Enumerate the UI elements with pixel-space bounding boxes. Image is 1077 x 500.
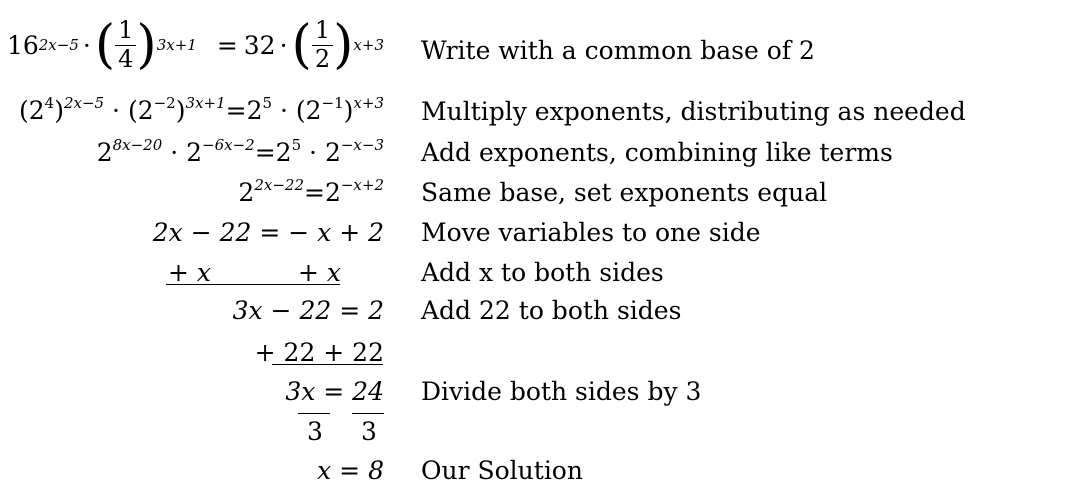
underline-row-6	[166, 284, 340, 285]
step-description: Move variables to one side	[421, 218, 761, 247]
step-description: Add exponents, combining like terms	[421, 138, 893, 167]
fraction-bar-left	[298, 413, 330, 414]
equation-row-8: + 22 + 22	[254, 338, 384, 367]
step-description: Add 22 to both sides	[421, 296, 682, 325]
left-paren: (	[94, 15, 116, 76]
right-paren: )	[333, 15, 354, 76]
equation-row-9: 3x = 24	[285, 377, 384, 406]
equation-row-7: 3x − 22 = 2	[232, 296, 384, 325]
equation-row-2: $(2^4)^{2x-5} \cdot (2^{-2})^{3x+1}=2^5 \cdot (2^{-1})^{x+3}$	[19, 94, 384, 125]
dot-operator: ·	[82, 30, 91, 60]
divisor-right: 3	[361, 417, 377, 446]
equation-row-5: 2x − 22 = − x + 2	[152, 218, 384, 247]
fraction-bar-right	[352, 413, 384, 414]
equation-row-11: x = 8	[317, 456, 384, 485]
fraction-one-fourth: $\frac{1}{4}$	[115, 17, 136, 73]
base-16: 16	[6, 30, 39, 60]
divisor-left: 3	[307, 417, 323, 446]
step-description: Divide both sides by 3	[421, 377, 702, 406]
base-32: 32	[243, 30, 276, 60]
step-description: Same base, set exponents equal	[421, 178, 828, 207]
step-description: Multiply exponents, distributing as needed	[421, 97, 966, 126]
step-description: Write with a common base of 2	[421, 36, 815, 65]
equals-sign: =	[216, 30, 238, 60]
step-description: Our Solution	[421, 456, 583, 485]
equation-row-1: 16 2x−5 · ( $\frac{1}{4}$ ) 3x+1 = 32 · ( $\frac{1}{2}$ ) x+3	[6, 15, 384, 76]
add-x-right: + x	[298, 258, 341, 287]
equation-row-4: $2^{2x-22}=2^{-x+2}$	[238, 176, 384, 207]
right-paren: )	[136, 15, 157, 76]
step-description: Add x to both sides	[421, 258, 664, 287]
equation-row-3: $2^{8x-20} \cdot 2^{-6x-2}=2^5 \cdot 2^{-x-3}$	[96, 136, 384, 167]
left-paren: (	[291, 15, 312, 76]
add-x-left: + x	[168, 258, 211, 287]
dot-operator: ·	[279, 30, 288, 60]
underline-row-8	[272, 364, 383, 365]
fraction-one-half: $\frac{1}{2}$	[312, 17, 333, 73]
